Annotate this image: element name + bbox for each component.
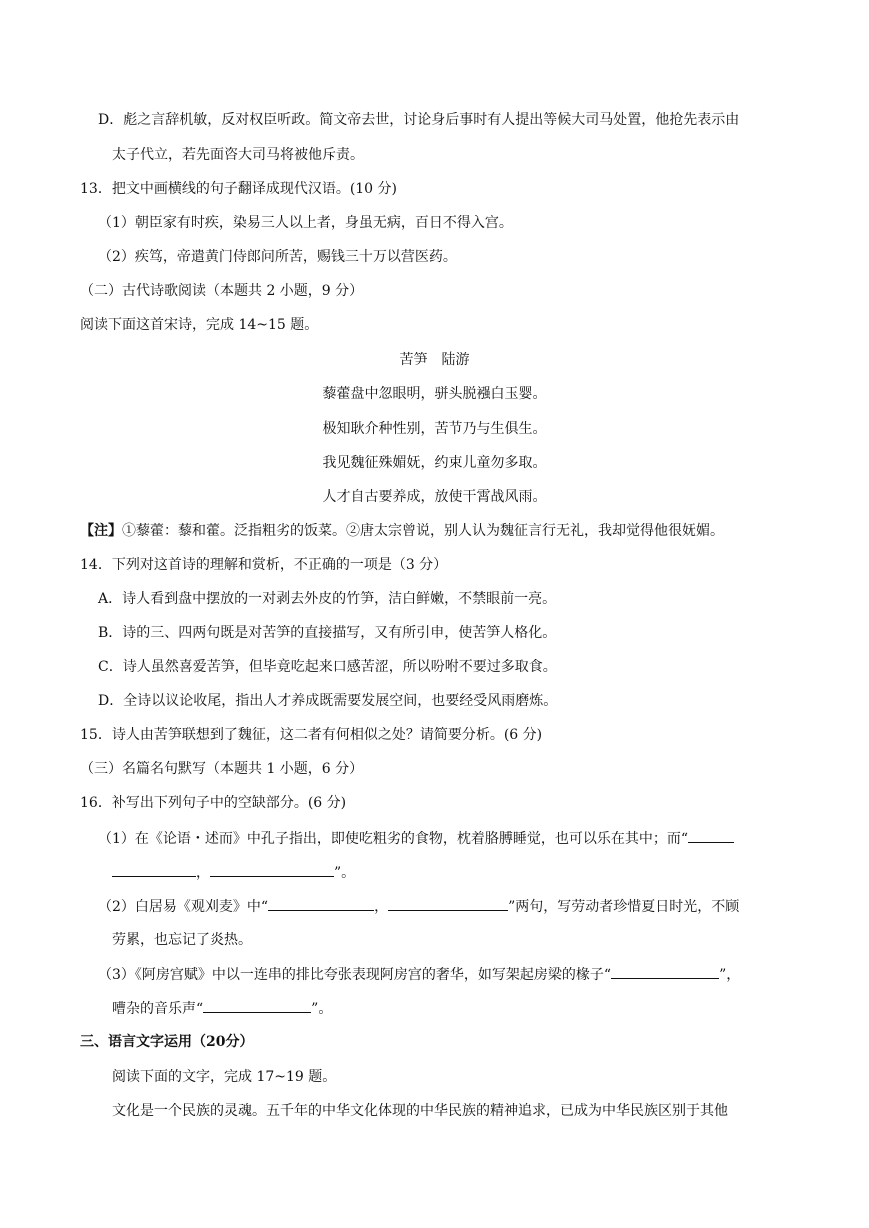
q16-item-1-line1 [98,828,734,849]
section-2-intro: 阅读下面这首宋诗，完成 14~15 题。 [80,317,319,333]
part-3-intro: 阅读下面的文字，完成 17~19 题。 [112,1069,337,1085]
q16-item-1-line2 [112,862,355,883]
q16-item-1-text: （1）在《论语・述而》中孔子指出，即使吃粗劣的食物，枕着胳膊睡觉，也可以乐在其中；而“ [98,831,689,847]
q16-item-2-text: （2）白居易《观刈麦》中“ [98,899,269,915]
q16-item-1-blank-a[interactable] [688,828,734,843]
q12-option-d-line2: 太子代立，若先面咨大司马将被他斥责。 [112,147,364,163]
q16-item-2-line1 [98,896,739,917]
q16-item-2-comma: ， [374,899,389,915]
q16-item-3-line2 [112,998,332,1019]
q13-sentence-2: （2）疾笃，帝遣黄门侍郎问所苦，赐钱三十万以营医药。 [98,249,457,265]
q16-item-1-blank-b[interactable] [112,862,196,877]
poem-note-text: ①藜藿：藜和藿。泛指粗劣的饭菜。②唐太宗曾说，别人认为魏征言行无礼，我却觉得他很妩媚。 [122,523,724,539]
q13-stem: 13．把文中画横线的句子翻译成现代汉语。(10 分) [80,181,398,197]
q16-item-3-text-c: 嘈杂的音乐声“ [112,1001,204,1017]
q14-option-b: B．诗的三、四两句既是对苦笋的直接描写，又有所引申，使苦笋人格化。 [98,625,557,641]
q16-item-2-blank-b[interactable] [388,896,508,911]
q12-option-d-line1: D．彪之言辞机敏，反对权臣听政。简文帝去世，讨论身后事时有人提出等候大司马处置，他抢先表示由 [98,112,740,128]
q16-item-3-blank-a[interactable] [611,964,719,979]
q14-option-d: D．全诗以议论收尾，指出人才养成既需要发展空间，也要经受风雨磨炼。 [98,693,558,709]
q16-item-3-text-b: ”， [719,967,741,983]
q16-item-3-text: （3）《阿房宫赋》中以一连串的排比夸张表现阿房宫的奢华，如写架起房梁的椽子“ [98,967,612,983]
section-2-heading: （二）古代诗歌阅读（本题共 2 小题，9 分） [80,283,364,299]
poem-line-3: 我见魏征殊媚妩，约束儿童勿多取。 [322,455,547,471]
poem-line-2: 极知耿介种性别，苦节乃与生俱生。 [322,421,547,437]
poem-note [80,521,724,541]
q15-stem: 15．诗人由苦笋联想到了魏征，这二者有何相似之处？请简要分析。(6 分) [80,727,543,743]
q16-item-2-line2: 劳累，也忘记了炎热。 [112,932,252,948]
q16-item-2-blank-a[interactable] [268,896,374,911]
poem-line-4: 人才自古要养成，放使干霄战风雨。 [322,489,547,505]
q14-stem: 14．下列对这首诗的理解和赏析，不正确的一项是（3 分） [80,557,448,573]
q16-item-3-end: ”。 [311,1001,333,1017]
poem-line-1: 藜藿盘中忽眼明，骈头脱襁白玉婴。 [322,386,547,402]
q16-item-3-line1 [98,964,740,985]
part-3-paragraph-1: 文化是一个民族的灵魂。五千年的中华文化体现的中华民族的精神追求，已成为中华民族区别于其他 [112,1103,728,1119]
poem-title: 苦笋 陆游 [399,352,470,368]
poem-note-label: 【注】 [80,523,122,539]
q16-item-3-blank-b[interactable] [203,998,311,1013]
q14-option-c: C．诗人虽然喜爱苦笋，但毕竟吃起来口感苦涩，所以吩咐不要过多取食。 [98,659,557,675]
q16-item-1-comma: ， [196,865,210,881]
q16-item-2-text-b: ”两句，写劳动者珍惜夏日时光，不顾 [508,899,740,915]
q16-stem: 16．补写出下列句子中的空缺部分。(6 分) [80,795,347,811]
q16-item-1-end: ”。 [334,865,356,881]
q16-item-1-blank-c[interactable] [210,862,334,877]
section-3-heading: （三）名篇名句默写（本题共 1 小题，6 分） [80,761,364,777]
q14-option-a: A．诗人看到盘中摆放的一对剥去外皮的竹笋，洁白鲜嫩，不禁眼前一亮。 [98,591,557,607]
part-3-heading: 三、语言文字运用（20分） [80,1034,254,1050]
q13-sentence-1: （1）朝臣家有时疾，染易三人以上者，身虽无病，百日不得入宫。 [98,215,513,231]
